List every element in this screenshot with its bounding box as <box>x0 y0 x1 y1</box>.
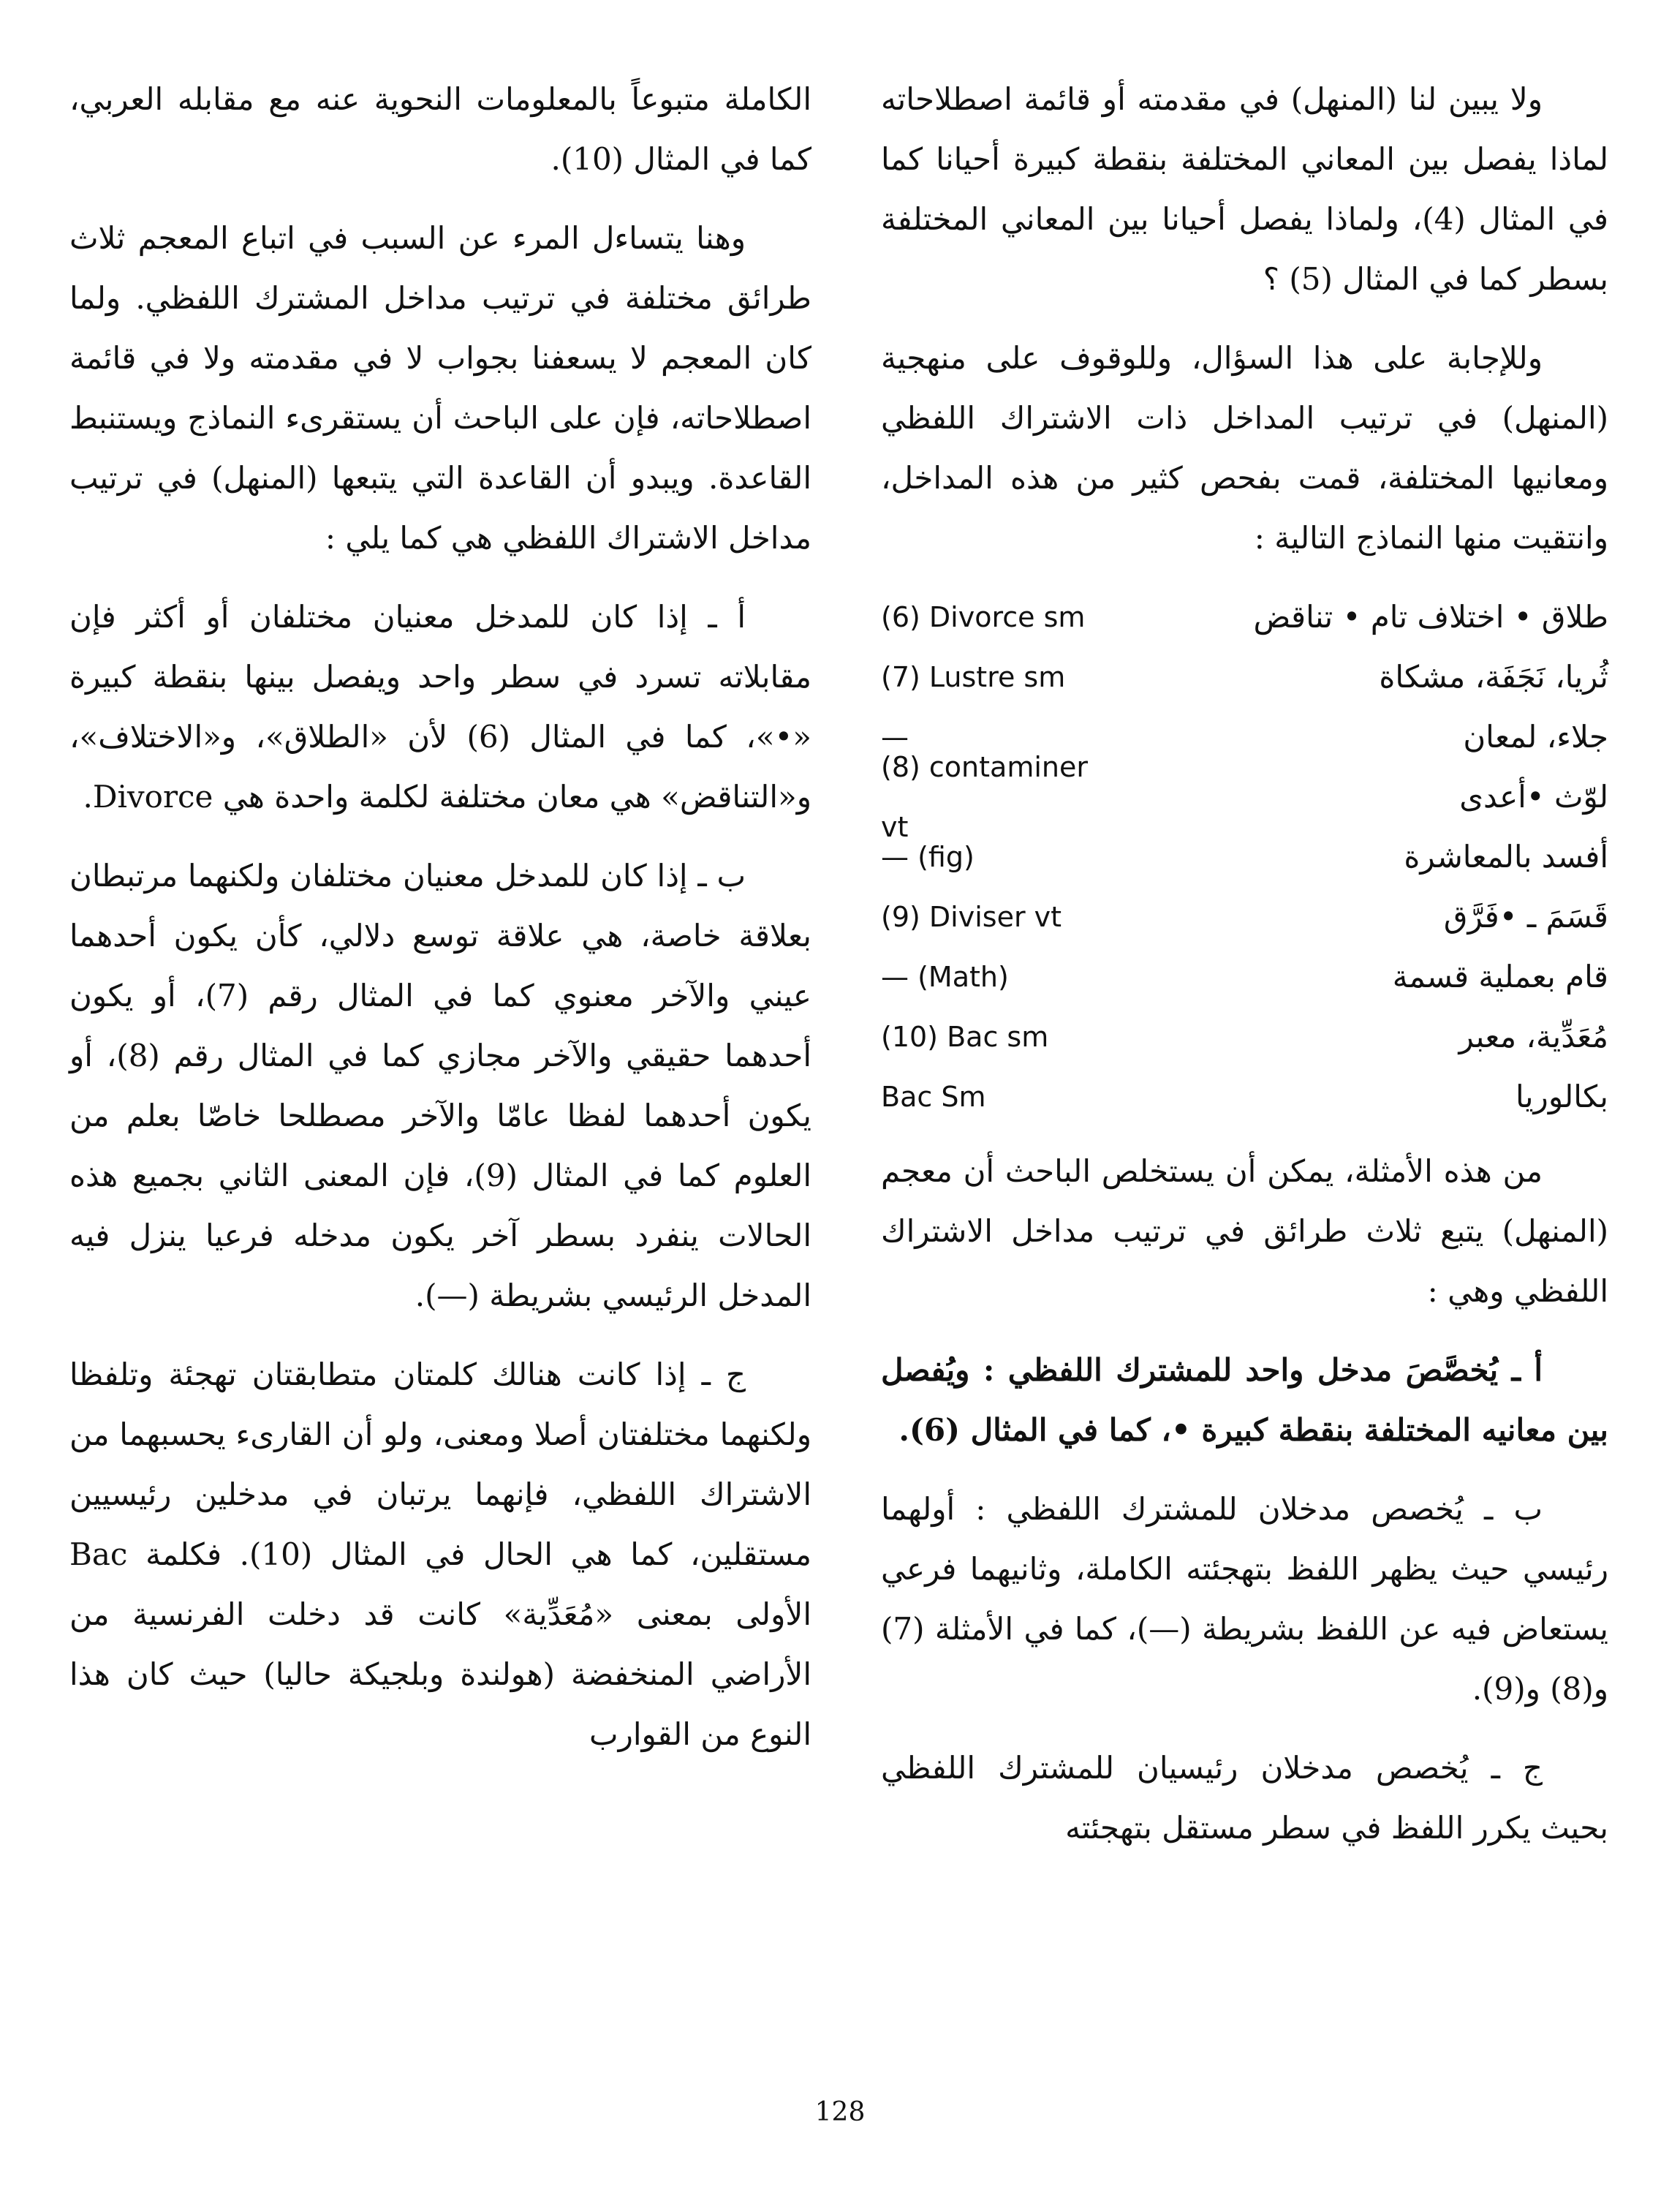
example-french: (6) Divorce sm <box>881 601 1086 633</box>
example-french: — <box>881 721 909 753</box>
example-row <box>881 1067 1608 1127</box>
example-row <box>881 827 1608 887</box>
example-arabic: طلاق • اختلاف تام • تناقض <box>1253 599 1608 635</box>
rule-a-paragraph: أ ـ إذا كان للمدخل معنيان مختلفان أو أكثر فإن مقابلاته تسرد في سطر واحد ويفصل بينها بنقطة كبيرة «•»، كما في المثال (6) لأن «الطلاق»، و«الاختلاف»، و«التناقض» هي معان مختلفة لكلمة واحدة هي Divorce. <box>69 599 811 815</box>
example-arabic: بكالوريا <box>1516 1079 1608 1114</box>
example-french: — (fig) <box>881 841 975 873</box>
paragraph: وللإجابة على هذا السؤال، وللوقوف على منهجية (المنهل) في ترتيب المداخل ذات الاشتراك اللفظي ومعانيها المختلفة، قمت بفحص كثير من هذه المداخل، وانتقيت منها النماذج التالية : <box>881 340 1608 556</box>
page-number: 128 <box>814 2097 866 2127</box>
example-arabic: لوّث •أعدى <box>1459 779 1608 815</box>
example-row <box>881 587 1608 647</box>
example-row <box>881 647 1608 707</box>
rule-b-paragraph: ب ـ إذا كان للمدخل معنيان مختلفان ولكنهما مرتبطان بعلاقة خاصة، هي علاقة توسع دلالي، كأن يكون أحدهما عيني والآخر معنوي كما في المثال رقم (7)، أو يكون أحدهما حقيقي والآخر مجازي كما في المثال رقم (8)، أو يكون أحدهما لفظا عامّا والآخر مصطلحا خاصّا بعلم من العلوم كما في المثال (9)، فإن المعنى الثاني بجميع هذه الحالات ينفرد بسطر آخر يكون مدخله فرعيا ينزل فيه المدخل الرئيسي بشريطة (—). <box>69 858 811 1313</box>
paragraph: ولا يبين لنا (المنهل) في مقدمته أو قائمة اصطلاحاته لماذا يفصل بين المعاني المختلفة بنقطة كبيرة أحيانا كما في المثال (4)، ولماذا يفصل أحيانا بين المعاني المختلفة بسطر كما في المثال (5) ؟ <box>881 81 1608 297</box>
rule-c-paragraph: ج ـ إذا كانت هنالك كلمتان متطابقتان تهجئة وتلفظا ولكنهما مختلفتان أصلا ومعنى، ولو أن القارىء يحسبهما من الاشتراك اللفظي، فإنهما يرتبان في مدخلين رئيسيين مستقلين، كما هي الحال في المثال (10). فكلمة Bac الأولى بمعنى «مُعَدِّية» كانت قد دخلت الفرنسية من الأراضي المنخفضة (هولندة وبلجيكة حاليا) حيث كان هذا النوع من القوارب <box>69 1356 811 1752</box>
example-french: (8) contaminer vt <box>881 751 1088 843</box>
left-column <box>69 69 811 1784</box>
paragraph: الكاملة متبوعاً بالمعلومات النحوية عنه مع مقابله العربي، كما في المثال (10). <box>69 81 811 177</box>
example-french: (9) Diviser vt <box>881 901 1062 933</box>
example-arabic: مُعَدِّية، معبر <box>1458 1019 1608 1054</box>
example-french: Bac Sm <box>881 1081 986 1113</box>
method-c-paragraph: ج ـ يُخصص مدخلان رئيسيان للمشترك اللفظي بحيث يكرر اللفظ في سطر مستقل بتهجئته <box>881 1750 1608 1846</box>
example-row <box>881 751 1608 843</box>
example-arabic: قَسَمَ ـ •فَرَّق <box>1443 899 1608 935</box>
paragraph: وهنا يتساءل المرء عن السبب في اتباع المعجم ثلاث طرائق مختلفة في ترتيب مداخل المشترك اللفظي. ولما كان المعجم لا يسعفنا بجواب لا في مقدمته ولا في قائمة اصطلاحاته، فإن على الباحث أن يستقرىء النماذج ويستنبط القاعدة. ويبدو أن القاعدة التي يتبعها (المنهل) في ترتيب مداخل الاشتراك اللفظي هي كما يلي : <box>69 220 811 556</box>
example-french: (7) Lustre sm <box>881 661 1066 693</box>
right-column <box>881 69 1608 1877</box>
method-a-paragraph: أ ـ يُخصَّصَ مدخل واحد للمشترك اللفظي : ويُفصل بين معانيه المختلفة بنقطة كبيرة •، كما في المثال (6). <box>881 1352 1608 1448</box>
examples-list <box>881 587 1608 1127</box>
example-row <box>881 947 1608 1007</box>
example-french: (10) Bac sm <box>881 1021 1049 1053</box>
paragraph: من هذه الأمثلة، يمكن أن يستخلص الباحث أن معجم (المنهل) يتبع ثلاث طرائق في ترتيب مداخل الاشتراك اللفظي وهي : <box>881 1153 1608 1309</box>
example-arabic: جلاء، لمعان <box>1463 719 1608 755</box>
example-french: — (Math) <box>881 961 1009 993</box>
example-arabic: ثُريا، نَجَفَة، مشكاة <box>1379 659 1608 695</box>
example-arabic: قام بعملية قسمة <box>1392 959 1608 994</box>
example-row <box>881 1007 1608 1067</box>
example-row <box>881 887 1608 947</box>
example-arabic: أفسد بالمعاشرة <box>1404 839 1608 875</box>
method-b-paragraph: ب ـ يُخصص مدخلان للمشترك اللفظي : أولهما رئيسي حيث يظهر اللفظ بتهجئته الكاملة، وثانيهما فرعي يستعاض فيه عن اللفظ بشريطة (—)، كما في الأمثلة (7) و(8) و(9). <box>881 1491 1608 1707</box>
